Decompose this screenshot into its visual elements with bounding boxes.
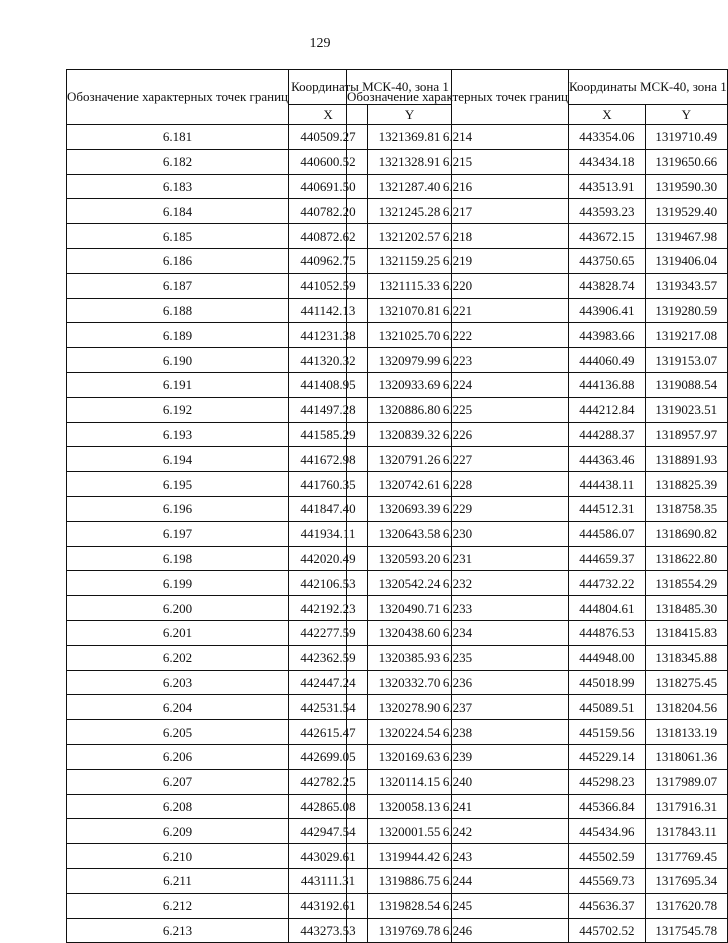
y-coordinate-cell: 1319467.98 [645, 224, 727, 249]
x-coordinate-cell: 441847.40 [289, 496, 368, 521]
y-coordinate-cell: 1320001.55 [368, 819, 452, 844]
point-id-cell: 6.216 [347, 174, 569, 199]
y-coordinate-cell: 1321328.91 [368, 149, 452, 174]
x-coordinate-cell: 444363.46 [569, 447, 646, 472]
x-coordinate-cell: 443192.61 [289, 893, 368, 918]
y-coordinate-cell: 1317545.78 [645, 918, 727, 943]
y-coordinate-cell: 1321202.57 [368, 224, 452, 249]
x-coordinate-cell: 442865.08 [289, 794, 368, 819]
x-coordinate-cell: 441497.28 [289, 397, 368, 422]
y-coordinate-cell: 1317843.11 [645, 819, 727, 844]
point-id-cell: 6.224 [347, 372, 569, 397]
x-coordinate-cell: 445636.37 [569, 893, 646, 918]
point-id-cell: 6.232 [347, 571, 569, 596]
point-id-cell: 6.188 [67, 298, 289, 323]
point-id-cell: 6.210 [67, 844, 289, 869]
table-row [347, 199, 728, 224]
table-row [347, 348, 728, 373]
y-coordinate-cell: 1320933.69 [368, 372, 452, 397]
x-coordinate-cell: 443750.65 [569, 248, 646, 273]
table-row [347, 744, 728, 769]
y-coordinate-cell: 1320169.63 [368, 744, 452, 769]
y-coordinate-cell: 1317769.45 [645, 844, 727, 869]
point-id-cell: 6.183 [67, 174, 289, 199]
point-id-cell: 6.193 [67, 422, 289, 447]
table-row [347, 447, 728, 472]
y-coordinate-cell: 1319710.49 [645, 125, 727, 150]
y-coordinate-cell: 1318957.97 [645, 422, 727, 447]
y-coordinate-cell: 1319650.66 [645, 149, 727, 174]
point-id-cell: 6.215 [347, 149, 569, 174]
x-coordinate-cell: 444732.22 [569, 571, 646, 596]
y-coordinate-cell: 1319088.54 [645, 372, 727, 397]
x-coordinate-cell: 444288.37 [569, 422, 646, 447]
x-coordinate-cell: 443434.18 [569, 149, 646, 174]
x-coordinate-cell: 443672.15 [569, 224, 646, 249]
x-coordinate-cell: 443273.53 [289, 918, 368, 943]
point-id-cell: 6.187 [67, 273, 289, 298]
x-coordinate-cell: 442531.54 [289, 695, 368, 720]
x-coordinate-cell: 445159.56 [569, 720, 646, 745]
x-coordinate-cell: 445702.52 [569, 918, 646, 943]
y-coordinate-cell: 1317620.78 [645, 893, 727, 918]
x-coordinate-cell: 442277.59 [289, 620, 368, 645]
y-coordinate-cell: 1320693.39 [368, 496, 452, 521]
point-id-cell: 6.246 [347, 918, 569, 943]
y-coordinate-cell: 1319886.75 [368, 868, 452, 893]
y-coordinate-cell: 1318133.19 [645, 720, 727, 745]
point-id-cell: 6.242 [347, 819, 569, 844]
x-coordinate-cell: 444876.53 [569, 620, 646, 645]
point-id-cell: 6.186 [67, 248, 289, 273]
x-coordinate-cell: 443983.66 [569, 323, 646, 348]
point-id-cell: 6.208 [67, 794, 289, 819]
point-id-cell: 6.202 [67, 645, 289, 670]
table-row [347, 496, 728, 521]
y-coordinate-cell: 1320979.99 [368, 348, 452, 373]
x-coordinate-cell: 442020.49 [289, 546, 368, 571]
x-coordinate-cell: 441320.32 [289, 348, 368, 373]
x-coordinate-cell: 442947.54 [289, 819, 368, 844]
x-coordinate-cell: 444212.84 [569, 397, 646, 422]
point-id-cell: 6.244 [347, 868, 569, 893]
point-id-cell: 6.191 [67, 372, 289, 397]
point-id-cell: 6.228 [347, 472, 569, 497]
point-id-cell: 6.233 [347, 596, 569, 621]
x-coordinate-cell: 441760.35 [289, 472, 368, 497]
y-coordinate-cell: 1321287.40 [368, 174, 452, 199]
point-id-cell: 6.213 [67, 918, 289, 943]
y-coordinate-cell: 1320593.20 [368, 546, 452, 571]
point-id-cell: 6.212 [67, 893, 289, 918]
header-x: X [289, 105, 368, 125]
point-id-cell: 6.239 [347, 744, 569, 769]
point-id-cell: 6.240 [347, 769, 569, 794]
x-coordinate-cell: 442447.24 [289, 670, 368, 695]
point-id-cell: 6.226 [347, 422, 569, 447]
header-coordinates-title: Координаты МСК-40, зона 1 [289, 70, 452, 105]
table-row [347, 224, 728, 249]
y-coordinate-cell: 1317989.07 [645, 769, 727, 794]
header-x: X [569, 105, 646, 125]
y-coordinate-cell: 1320114.15 [368, 769, 452, 794]
y-coordinate-cell: 1321025.70 [368, 323, 452, 348]
table-row [347, 596, 728, 621]
y-coordinate-cell: 1317695.34 [645, 868, 727, 893]
x-coordinate-cell: 445434.96 [569, 819, 646, 844]
x-coordinate-cell: 442699.05 [289, 744, 368, 769]
point-id-cell: 6.182 [67, 149, 289, 174]
y-coordinate-cell: 1318622.80 [645, 546, 727, 571]
y-coordinate-cell: 1318061.36 [645, 744, 727, 769]
y-coordinate-cell: 1320278.90 [368, 695, 452, 720]
point-id-cell: 6.238 [347, 720, 569, 745]
table-row [347, 149, 728, 174]
table-row [347, 819, 728, 844]
table-row [347, 868, 728, 893]
table-row [347, 670, 728, 695]
x-coordinate-cell: 441585.29 [289, 422, 368, 447]
y-coordinate-cell: 1321245.28 [368, 199, 452, 224]
header-point-label: Обозначение характерных точек границ [67, 70, 289, 125]
y-coordinate-cell: 1319769.78 [368, 918, 452, 943]
y-coordinate-cell: 1319529.40 [645, 199, 727, 224]
x-coordinate-cell: 441934.11 [289, 521, 368, 546]
y-coordinate-cell: 1320490.71 [368, 596, 452, 621]
x-coordinate-cell: 443593.23 [569, 199, 646, 224]
point-id-cell: 6.235 [347, 645, 569, 670]
point-id-cell: 6.236 [347, 670, 569, 695]
x-coordinate-cell: 444586.07 [569, 521, 646, 546]
x-coordinate-cell: 441231.38 [289, 323, 368, 348]
x-coordinate-cell: 440872.62 [289, 224, 368, 249]
x-coordinate-cell: 441142.13 [289, 298, 368, 323]
point-id-cell: 6.220 [347, 273, 569, 298]
x-coordinate-cell: 443354.06 [569, 125, 646, 150]
coordinates-table-right [346, 69, 728, 943]
point-id-cell: 6.223 [347, 348, 569, 373]
x-coordinate-cell: 445298.23 [569, 769, 646, 794]
y-coordinate-cell: 1319828.54 [368, 893, 452, 918]
point-id-cell: 6.196 [67, 496, 289, 521]
table-row [347, 769, 728, 794]
x-coordinate-cell: 444136.88 [569, 372, 646, 397]
point-id-cell: 6.222 [347, 323, 569, 348]
x-coordinate-cell: 441052.59 [289, 273, 368, 298]
header-coordinates-title: Координаты МСК-40, зона 1 [569, 70, 728, 105]
x-coordinate-cell: 444512.31 [569, 496, 646, 521]
point-id-cell: 6.209 [67, 819, 289, 844]
table-row [347, 695, 728, 720]
x-coordinate-cell: 443029.61 [289, 844, 368, 869]
table-row [347, 893, 728, 918]
table-row [347, 372, 728, 397]
table-body-right [347, 125, 728, 943]
point-id-cell: 6.206 [67, 744, 289, 769]
table-row [347, 620, 728, 645]
point-id-cell: 6.214 [347, 125, 569, 150]
y-coordinate-cell: 1320643.58 [368, 521, 452, 546]
y-coordinate-cell: 1318690.82 [645, 521, 727, 546]
x-coordinate-cell: 444948.00 [569, 645, 646, 670]
point-id-cell: 6.184 [67, 199, 289, 224]
y-coordinate-cell: 1318825.39 [645, 472, 727, 497]
table-row [347, 422, 728, 447]
point-id-cell: 6.218 [347, 224, 569, 249]
x-coordinate-cell: 445502.59 [569, 844, 646, 869]
point-id-cell: 6.198 [67, 546, 289, 571]
point-id-cell: 6.227 [347, 447, 569, 472]
point-id-cell: 6.204 [67, 695, 289, 720]
point-id-cell: 6.245 [347, 893, 569, 918]
point-id-cell: 6.234 [347, 620, 569, 645]
header-point-label: Обозначение характерных точек границ [347, 70, 569, 125]
y-coordinate-cell: 1318758.35 [645, 496, 727, 521]
x-coordinate-cell: 443828.74 [569, 273, 646, 298]
y-coordinate-cell: 1320886.80 [368, 397, 452, 422]
point-id-cell: 6.217 [347, 199, 569, 224]
point-id-cell: 6.195 [67, 472, 289, 497]
point-id-cell: 6.203 [67, 670, 289, 695]
table-row [347, 794, 728, 819]
point-id-cell: 6.207 [67, 769, 289, 794]
point-id-cell: 6.190 [67, 348, 289, 373]
x-coordinate-cell: 440782.20 [289, 199, 368, 224]
table-row [347, 298, 728, 323]
point-id-cell: 6.192 [67, 397, 289, 422]
x-coordinate-cell: 443111.31 [289, 868, 368, 893]
x-coordinate-cell: 442362.59 [289, 645, 368, 670]
point-id-cell: 6.219 [347, 248, 569, 273]
header-y: Y [368, 105, 452, 125]
table-row [347, 521, 728, 546]
x-coordinate-cell: 444659.37 [569, 546, 646, 571]
y-coordinate-cell: 1320224.54 [368, 720, 452, 745]
point-id-cell: 6.221 [347, 298, 569, 323]
y-coordinate-cell: 1320791.26 [368, 447, 452, 472]
table-row [347, 125, 728, 150]
y-coordinate-cell: 1320438.60 [368, 620, 452, 645]
page-number: 129 [309, 36, 331, 51]
y-coordinate-cell: 1319590.30 [645, 174, 727, 199]
y-coordinate-cell: 1321070.81 [368, 298, 452, 323]
x-coordinate-cell: 444438.11 [569, 472, 646, 497]
x-coordinate-cell: 440509.27 [289, 125, 368, 150]
y-coordinate-cell: 1319343.57 [645, 273, 727, 298]
y-coordinate-cell: 1320332.70 [368, 670, 452, 695]
table-row [347, 844, 728, 869]
x-coordinate-cell: 440962.75 [289, 248, 368, 273]
x-coordinate-cell: 442782.25 [289, 769, 368, 794]
y-coordinate-cell: 1320542.24 [368, 571, 452, 596]
point-id-cell: 6.205 [67, 720, 289, 745]
y-coordinate-cell: 1319406.04 [645, 248, 727, 273]
x-coordinate-cell: 442192.23 [289, 596, 368, 621]
point-id-cell: 6.225 [347, 397, 569, 422]
y-coordinate-cell: 1317916.31 [645, 794, 727, 819]
y-coordinate-cell: 1319023.51 [645, 397, 727, 422]
y-coordinate-cell: 1318891.93 [645, 447, 727, 472]
table-row [347, 248, 728, 273]
table-row [347, 472, 728, 497]
table-row [347, 323, 728, 348]
y-coordinate-cell: 1320839.32 [368, 422, 452, 447]
point-id-cell: 6.243 [347, 844, 569, 869]
x-coordinate-cell: 444804.61 [569, 596, 646, 621]
y-coordinate-cell: 1320385.93 [368, 645, 452, 670]
point-id-cell: 6.189 [67, 323, 289, 348]
table-row [347, 174, 728, 199]
point-id-cell: 6.194 [67, 447, 289, 472]
y-coordinate-cell: 1321115.33 [368, 273, 452, 298]
x-coordinate-cell: 442106.53 [289, 571, 368, 596]
y-coordinate-cell: 1320058.13 [368, 794, 452, 819]
table-row [347, 546, 728, 571]
y-coordinate-cell: 1318275.45 [645, 670, 727, 695]
y-coordinate-cell: 1321369.81 [368, 125, 452, 150]
point-id-cell: 6.181 [67, 125, 289, 150]
point-id-cell: 6.197 [67, 521, 289, 546]
y-coordinate-cell: 1321159.25 [368, 248, 452, 273]
point-id-cell: 6.237 [347, 695, 569, 720]
x-coordinate-cell: 441672.98 [289, 447, 368, 472]
point-id-cell: 6.230 [347, 521, 569, 546]
x-coordinate-cell: 445229.14 [569, 744, 646, 769]
point-id-cell: 6.199 [67, 571, 289, 596]
y-coordinate-cell: 1318204.56 [645, 695, 727, 720]
x-coordinate-cell: 443513.91 [569, 174, 646, 199]
y-coordinate-cell: 1318415.83 [645, 620, 727, 645]
y-coordinate-cell: 1319153.07 [645, 348, 727, 373]
point-id-cell: 6.201 [67, 620, 289, 645]
point-id-cell: 6.241 [347, 794, 569, 819]
y-coordinate-cell: 1319944.42 [368, 844, 452, 869]
table-row [347, 397, 728, 422]
table-row [347, 273, 728, 298]
x-coordinate-cell: 440600.52 [289, 149, 368, 174]
table-row [347, 918, 728, 943]
x-coordinate-cell: 445366.84 [569, 794, 646, 819]
header-y: Y [645, 105, 727, 125]
x-coordinate-cell: 440691.50 [289, 174, 368, 199]
y-coordinate-cell: 1318485.30 [645, 596, 727, 621]
x-coordinate-cell: 445018.99 [569, 670, 646, 695]
x-coordinate-cell: 443906.41 [569, 298, 646, 323]
point-id-cell: 6.231 [347, 546, 569, 571]
y-coordinate-cell: 1319217.08 [645, 323, 727, 348]
point-id-cell: 6.211 [67, 868, 289, 893]
point-id-cell: 6.200 [67, 596, 289, 621]
x-coordinate-cell: 445089.51 [569, 695, 646, 720]
x-coordinate-cell: 445569.73 [569, 868, 646, 893]
y-coordinate-cell: 1319280.59 [645, 298, 727, 323]
x-coordinate-cell: 441408.95 [289, 372, 368, 397]
point-id-cell: 6.229 [347, 496, 569, 521]
table-row [347, 645, 728, 670]
y-coordinate-cell: 1318345.88 [645, 645, 727, 670]
x-coordinate-cell: 442615.47 [289, 720, 368, 745]
point-id-cell: 6.185 [67, 224, 289, 249]
table-row [347, 720, 728, 745]
table-row [347, 571, 728, 596]
x-coordinate-cell: 444060.49 [569, 348, 646, 373]
y-coordinate-cell: 1320742.61 [368, 472, 452, 497]
y-coordinate-cell: 1318554.29 [645, 571, 727, 596]
